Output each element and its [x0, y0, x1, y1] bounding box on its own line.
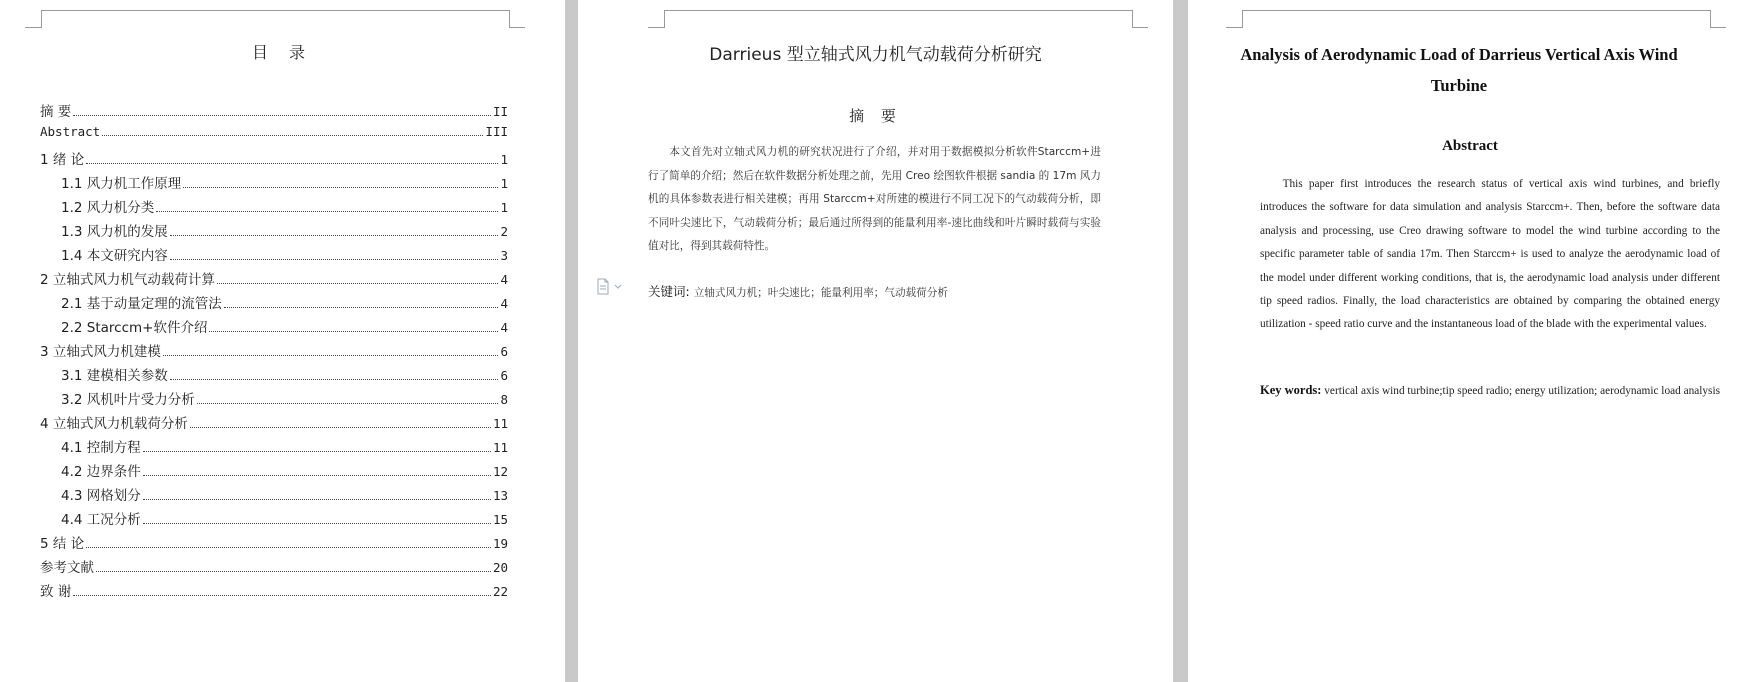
toc-leader-dots — [170, 234, 499, 236]
toc-entry-label: 1.4 本文研究内容 — [61, 248, 168, 264]
toc-entry-label: 4.1 控制方程 — [61, 440, 141, 456]
page-english-abstract — [1188, 0, 1752, 682]
toc-leader-dots — [102, 134, 483, 136]
toc-leader-dots — [143, 522, 491, 524]
toc-entry-label: 参考文献 — [40, 560, 94, 576]
toc-entry[interactable] — [40, 436, 508, 460]
toc-entry[interactable] — [40, 148, 508, 172]
toc-leader-dots — [143, 474, 491, 476]
toc-leader-dots — [156, 210, 498, 212]
toc-leader-dots — [86, 162, 498, 164]
toc-entry[interactable] — [40, 508, 508, 532]
toc-entry-page: III — [485, 124, 508, 139]
keywords-label: Key words: — [1260, 383, 1322, 397]
toc-entry-page: 4 — [500, 272, 508, 287]
toc-leader-dots — [143, 450, 491, 452]
toc-entry-page: 2 — [500, 224, 508, 239]
toc-entry-label: 2 立轴式风力机气动载荷计算 — [40, 272, 215, 288]
toc-entry-label: 3.1 建模相关参数 — [61, 368, 168, 384]
toc-leader-dots — [183, 186, 498, 188]
toc-entry-page: 20 — [492, 560, 508, 575]
abstract-heading-chinese: 摘 要 — [849, 107, 902, 125]
toc-entry-label: 4 立轴式风力机载荷分析 — [40, 416, 188, 432]
toc-entry[interactable] — [40, 316, 508, 340]
toc-entry-label: 3 立轴式风力机建模 — [40, 344, 161, 360]
toc-entry[interactable] — [40, 196, 508, 220]
toc-entry[interactable] — [40, 268, 508, 292]
toc-entry-label: 3.2 风机叶片受力分析 — [61, 392, 195, 408]
toc-entry-page: 13 — [492, 488, 508, 503]
toc-title: 目 录 — [251, 43, 314, 62]
toc-leader-dots — [96, 570, 491, 572]
page-table-of-contents — [0, 0, 565, 682]
toc-entry-page: II — [492, 104, 508, 119]
toc-entry[interactable] — [40, 532, 508, 556]
toc-entry-page: 22 — [492, 584, 508, 599]
toc-entry[interactable] — [40, 580, 508, 604]
document-icon[interactable] — [595, 278, 625, 296]
abstract-body-chinese: 本文首先对立轴式风力机的研究状况进行了介绍，并对用于数据模拟分析软件Starccm+进行了简单的介绍；然后在软件数据分析处理之前，先用 Creo 绘图软件根据 sandia 的 17m 风力机的具体参数表进行相关建模；再用 Starccm+对所建的模进行不同工况下的气动载荷分析，即不同叶尖速比下，气动载荷分析；最后通过所得到的能量利用率-速比曲线和叶片瞬时载荷与实验值对比，得到其载荷特性。 — [648, 146, 1101, 252]
thesis-title-english: Analysis of Aerodynamic Load of Darrieus Vertical Axis Wind Turbine — [1240, 45, 1678, 95]
toc-entry-label: 4.2 边界条件 — [61, 464, 141, 480]
toc-entry-label: 1 绪 论 — [40, 152, 85, 168]
toc-entry-label: 1.3 风力机的发展 — [61, 224, 168, 240]
abstract-body-english: This paper first introduces the research status of vertical axis wind turbines, and briefly introduces the software for data simulation and analysis Starccm+. Then, before the software data analysis and processing, use Creo drawing software to model the wind turbine according to the specific parameter table of sandia 17m. Then Starccm+ is used to analyze the aerodynamic load of the model under different working conditions, that is, the aerodynamic load analysis under different tip speed radios. Finally, the load characteristics are obtained by comparing the obtained energy utilization - speed ratio curve and the instantaneous load of the blade with the experimental values. — [1260, 178, 1720, 331]
toc-entry-label: 摘 要 — [40, 104, 72, 120]
toc-entry-label: 2.1 基于动量定理的流管法 — [61, 296, 222, 312]
toc-entry[interactable] — [40, 124, 508, 148]
toc-entry[interactable] — [40, 460, 508, 484]
toc-leader-dots — [209, 330, 498, 332]
toc-entry[interactable] — [40, 292, 508, 316]
toc-entry-page: 3 — [500, 248, 508, 263]
keywords-english — [1260, 379, 1720, 403]
toc-entry-label: 2.2 Starccm+软件介绍 — [61, 320, 208, 336]
page-crop-marks — [25, 10, 525, 28]
toc-entry-label: 1.1 风力机工作原理 — [61, 176, 182, 192]
toc-entry-label: 4.4 工况分析 — [61, 512, 141, 528]
toc-entry[interactable] — [40, 364, 508, 388]
toc-entry[interactable] — [40, 244, 508, 268]
toc-leader-dots — [217, 282, 499, 284]
toc-entry[interactable] — [40, 412, 508, 436]
toc-leader-dots — [86, 546, 491, 548]
toc-leader-dots — [224, 306, 499, 308]
toc-entry[interactable] — [40, 388, 508, 412]
toc-entry[interactable] — [40, 172, 508, 196]
toc-entry-label: 5 结 论 — [40, 536, 85, 552]
page-chinese-abstract — [578, 0, 1173, 682]
page-crop-marks — [648, 10, 1148, 28]
toc-entry-page: 11 — [492, 440, 508, 455]
toc-entry-label: 致 谢 — [40, 584, 72, 600]
toc-leader-dots — [73, 594, 491, 596]
page-crop-marks — [1226, 10, 1726, 28]
toc-entry-page: 6 — [500, 368, 508, 383]
toc-entry-page: 4 — [500, 296, 508, 311]
keywords-value: 立轴式风力机；叶尖速比；能量利用率；气动载荷分析 — [693, 287, 948, 299]
toc-entry-label: 1.2 风力机分类 — [61, 200, 155, 216]
toc-entry-page: 12 — [492, 464, 508, 479]
toc-entry[interactable] — [40, 220, 508, 244]
toc-entry-label: Abstract — [40, 124, 101, 139]
toc-entry-label: 4.3 网格划分 — [61, 488, 141, 504]
toc-entry-page: 8 — [500, 392, 508, 407]
toc-entry[interactable] — [40, 340, 508, 364]
keywords-label: 关键词: — [648, 284, 690, 299]
toc-list — [40, 100, 508, 604]
abstract-heading-english: Abstract — [1442, 138, 1498, 154]
toc-entry-page: 11 — [492, 416, 508, 431]
toc-leader-dots — [73, 114, 491, 116]
toc-leader-dots — [170, 258, 499, 260]
toc-entry-page: 4 — [500, 320, 508, 335]
toc-entry-page: 19 — [492, 536, 508, 551]
toc-entry-page: 15 — [492, 512, 508, 527]
toc-entry-page: 1 — [500, 152, 508, 167]
toc-leader-dots — [190, 426, 491, 428]
toc-entry-page: 1 — [500, 176, 508, 191]
toc-entry[interactable] — [40, 100, 508, 124]
toc-leader-dots — [197, 402, 499, 404]
thesis-title-chinese: Darrieus 型立轴式风力机气动载荷分析研究 — [709, 45, 1042, 65]
toc-leader-dots — [163, 354, 499, 356]
toc-entry-page: 1 — [500, 200, 508, 215]
toc-leader-dots — [170, 378, 499, 380]
toc-entry[interactable] — [40, 556, 508, 580]
toc-entry[interactable] — [40, 484, 508, 508]
toc-leader-dots — [143, 498, 491, 500]
keywords-chinese — [648, 282, 1108, 300]
toc-entry-page: 6 — [500, 344, 508, 359]
keywords-value: vertical axis wind turbine;tip speed radio; energy utilization; aerodynamic load analysis — [1324, 385, 1720, 397]
